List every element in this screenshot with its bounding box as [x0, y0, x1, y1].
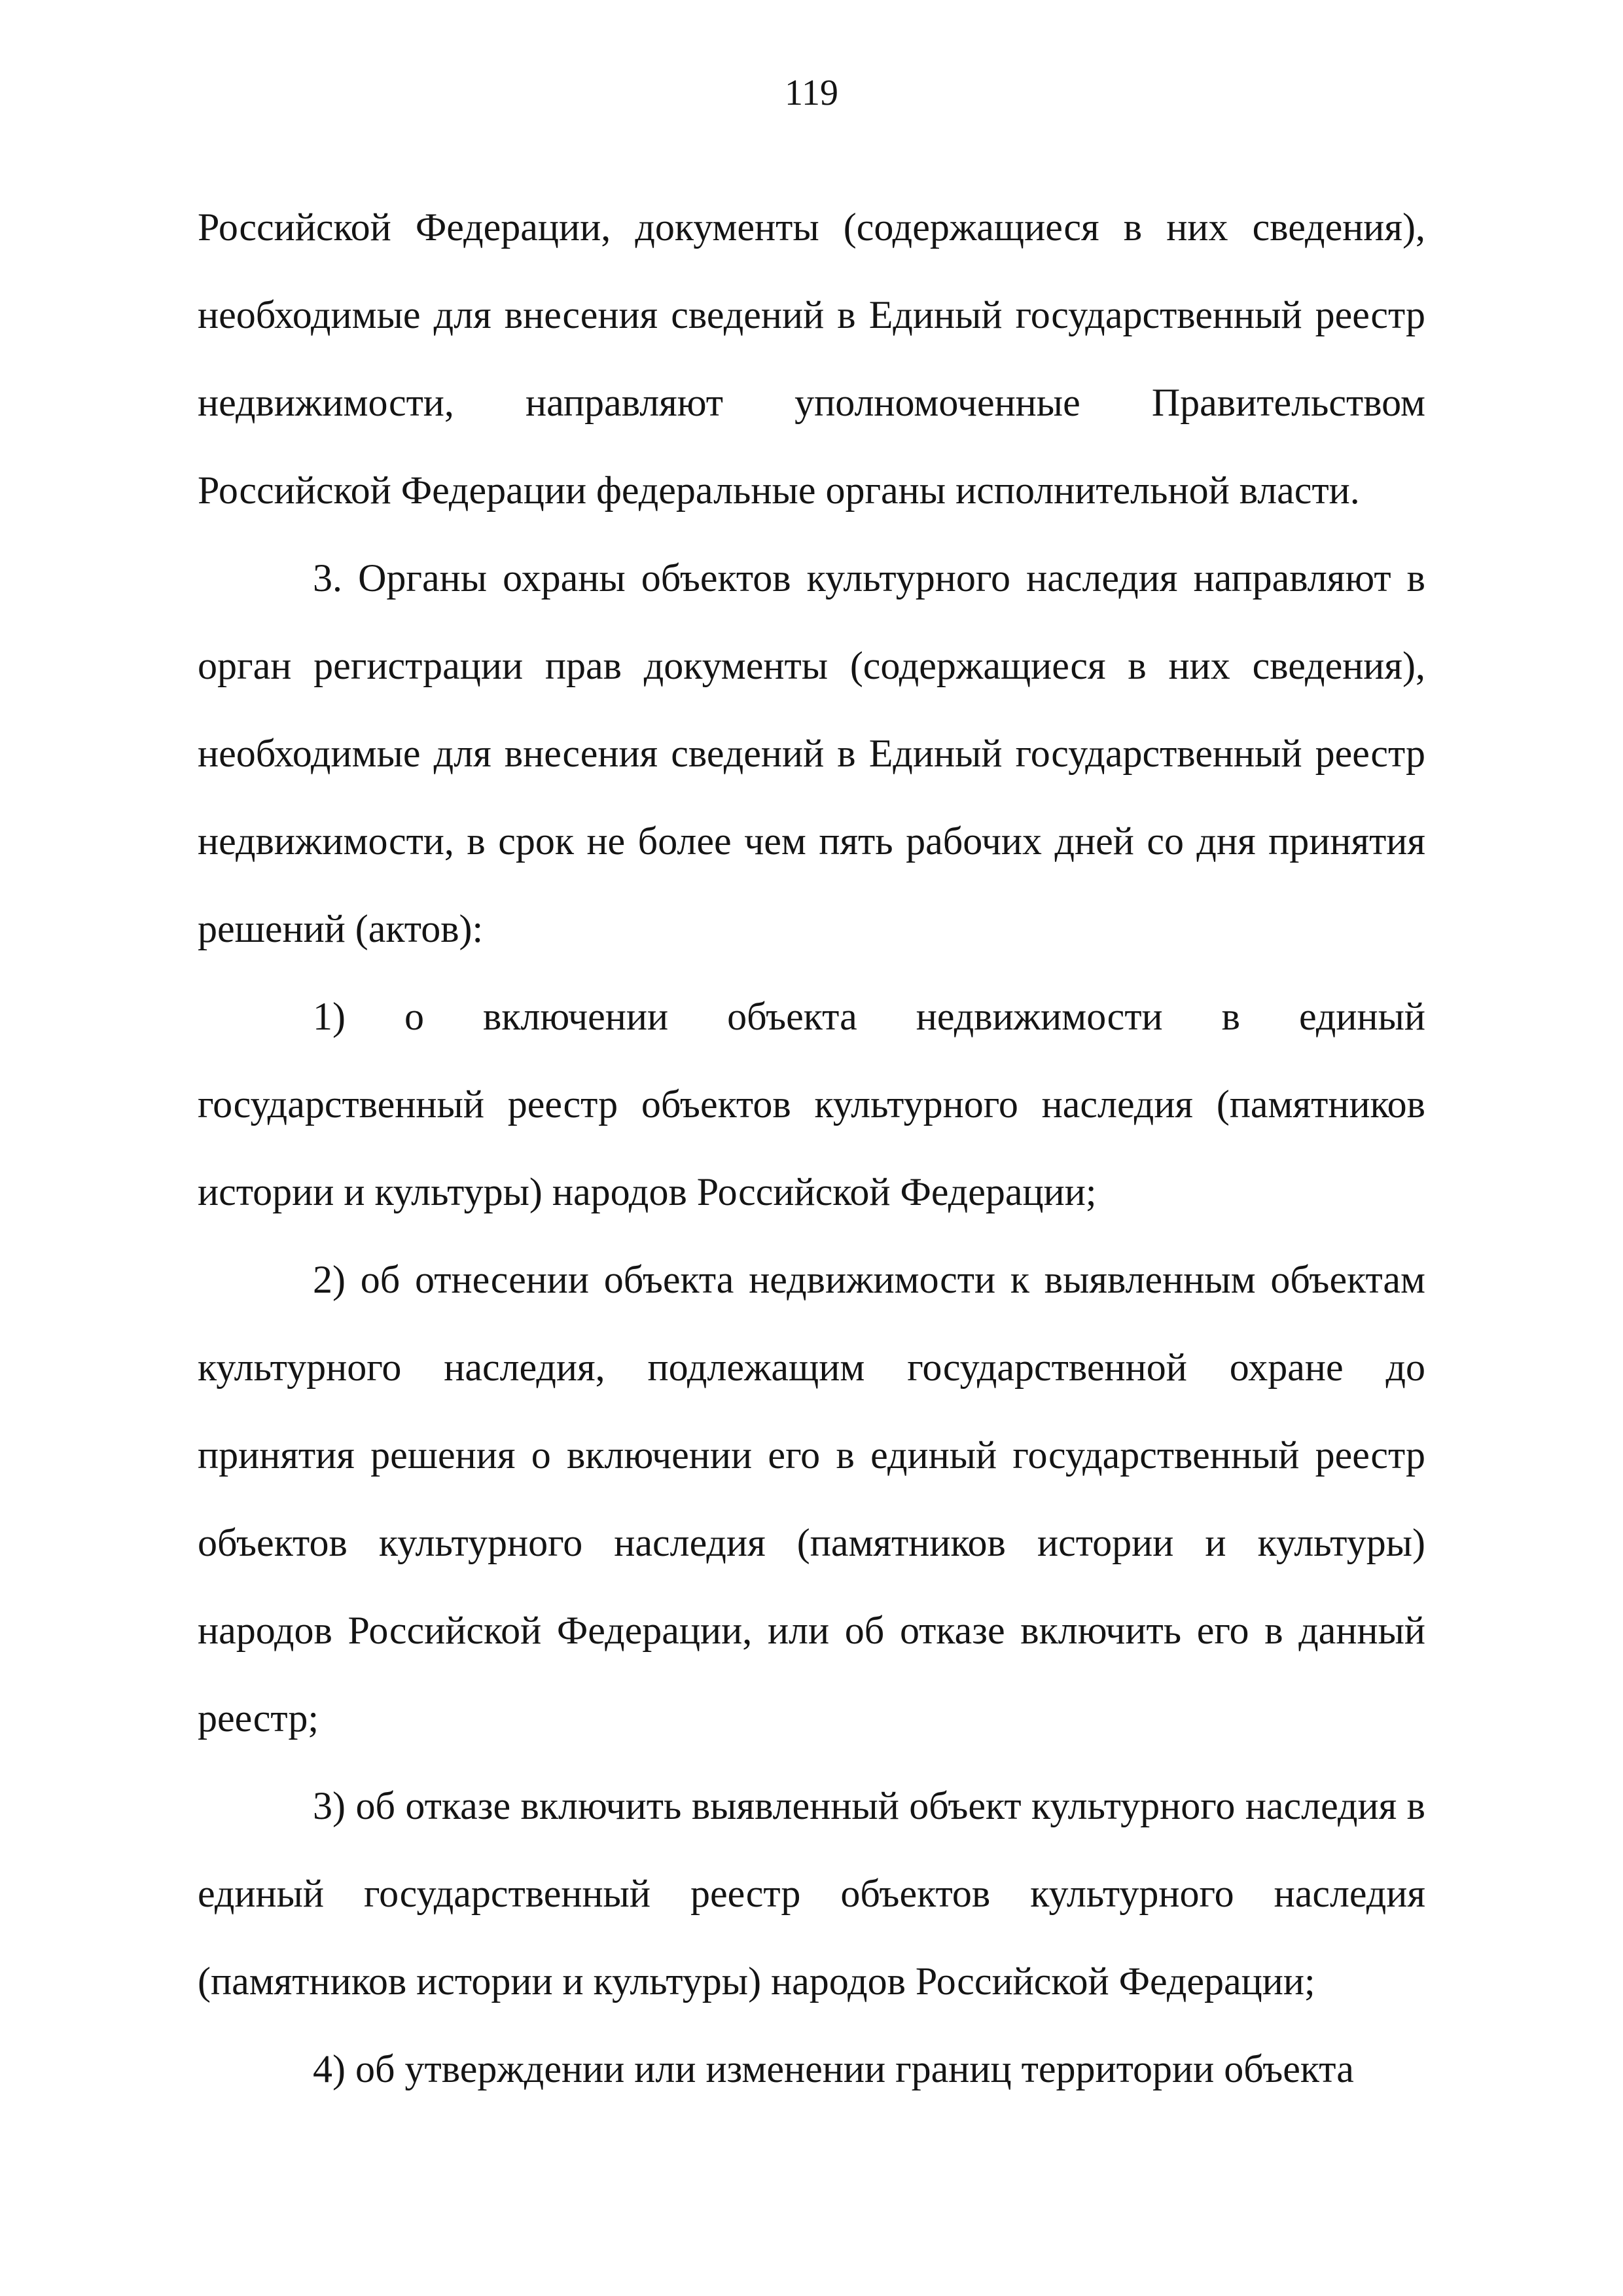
paragraph-subitem-1: 1) о включении объекта недвижимости в единый государственный реестр объектов культурного наследия (памятников истории и культуры) народов Российской Федерации; — [198, 995, 1425, 1213]
paragraph-subitem-4: 4) об утверждении или изменении границ территории объекта — [313, 2047, 1354, 2090]
page-number: 119 — [785, 73, 838, 113]
paragraph-subitem-2: 2) об отнесении объекта недвижимости к выявленным объектам культурного наследия, подлежащим государственной охране до принятия решения о включении его в единый государственный реестр объектов культурного наследия (памятников истории и культуры) народов Российской Федерации, или об отказе включить его в данный реестр; — [198, 1258, 1425, 1740]
paragraph-subitem-3: 3) об отказе включить выявленный объект культурного наследия в единый государственный реестр объектов культурного наследия (памятников истории и культуры) народов Российской Федерации; — [198, 1784, 1425, 2003]
document-body — [198, 183, 1425, 2113]
paragraph-continuation: Российской Федерации, документы (содержащиеся в них сведения), необходимые для внесения сведений в Единый государственный реестр недвижимости, направляют уполномоченные Правительством Российской Федерации федеральные органы исполнительной власти. — [198, 206, 1425, 512]
paragraph-item-3: 3. Органы охраны объектов культурного наследия направляют в орган регистрации прав документы (содержащиеся в них сведения), необходимые для внесения сведений в Единый государственный реестр недвижимости, в срок не более чем пять рабочих дней со дня принятия решений (актов): — [198, 556, 1425, 950]
